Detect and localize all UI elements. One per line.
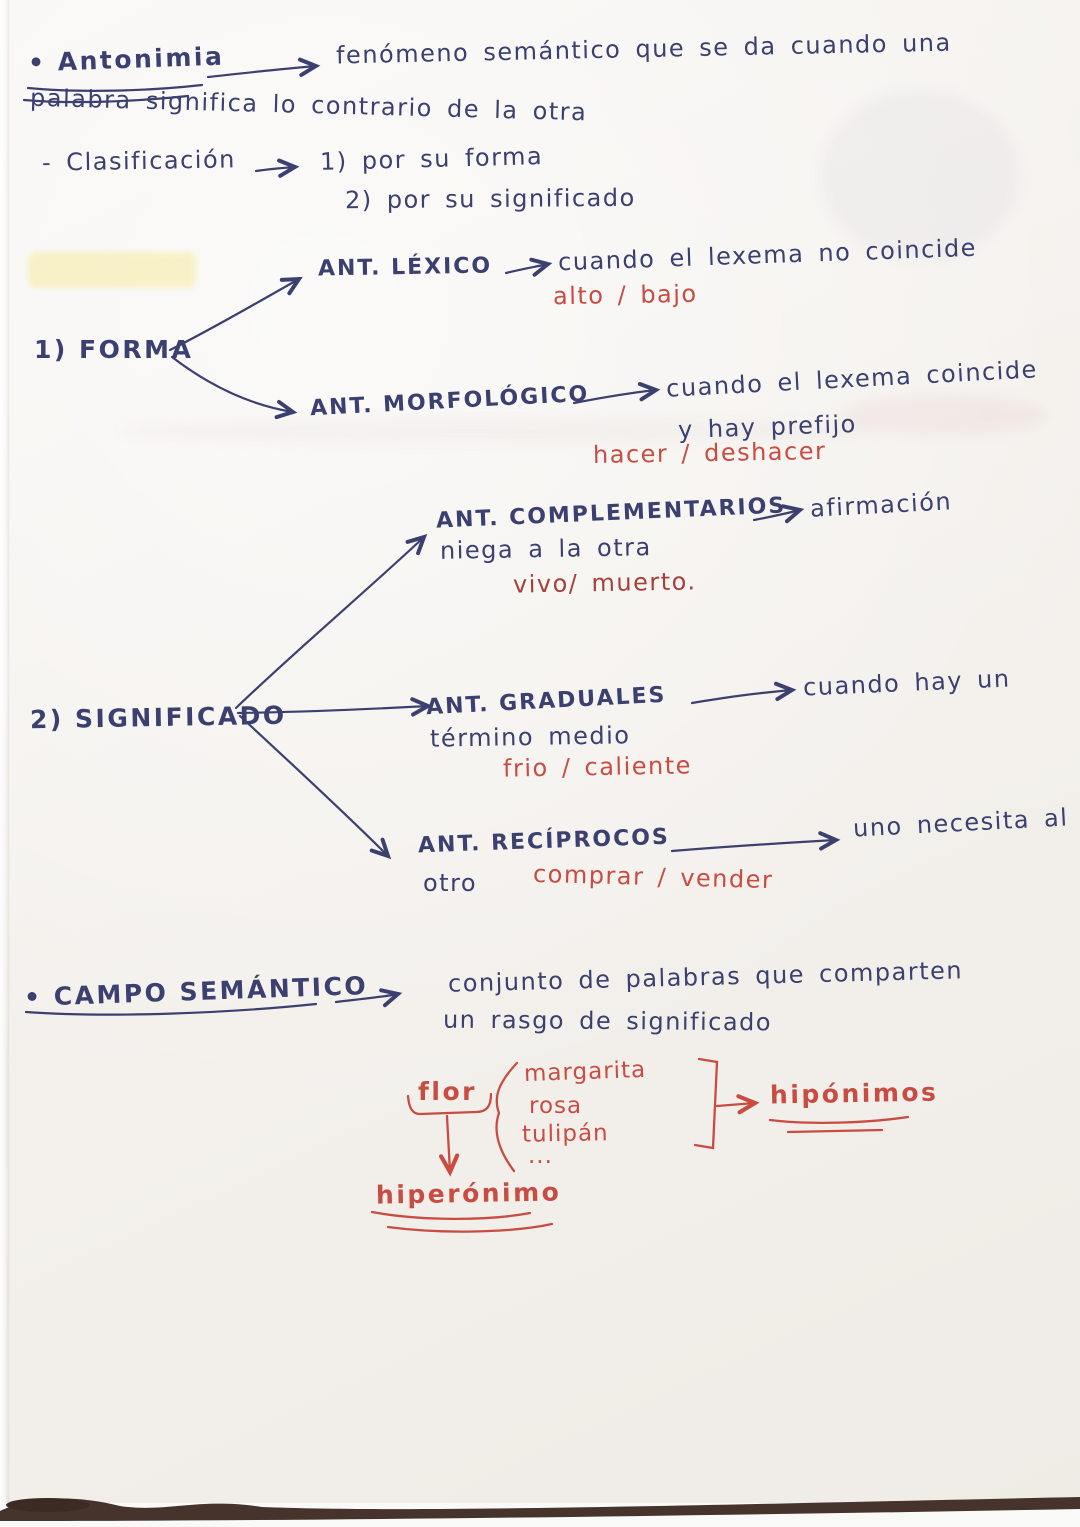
graduales-desc-line2: término medio <box>429 721 631 753</box>
bullet-dot: • <box>27 47 48 78</box>
forma-label: 1) FORMA <box>34 335 194 364</box>
campo-semantico-term-label: CAMPO SEMÁNTICO <box>53 971 369 1011</box>
graduales-example: frio / caliente <box>502 751 693 783</box>
lexico-example: alto / bajo <box>552 279 698 311</box>
morfologico-desc-line1: cuando el lexema coincide <box>665 355 1039 403</box>
paper-edge-blob <box>6 1498 90 1512</box>
campo-definition-line1: conjunto de palabras que comparten <box>447 956 964 998</box>
hyponym-item: ... <box>528 1143 553 1169</box>
reciprocos-desc-line1: uno necesita al <box>852 803 1070 843</box>
morfologico-title: ANT. MORFOLÓGICO <box>309 381 590 422</box>
hyponyms-label: hipónimos <box>769 1077 939 1110</box>
hypernym-label: hiperónimo <box>375 1177 562 1210</box>
hyponym-item: tulipán <box>521 1120 609 1148</box>
antonimia-definition-line1: fenómeno semántico que se da cuando una <box>335 28 952 70</box>
graduales-desc-line1: cuando hay un <box>802 664 1012 702</box>
complementarios-desc-line1: afirmación <box>809 487 953 523</box>
reciprocos-example: comprar / vender <box>532 859 774 895</box>
lexico-desc: cuando el lexema no coincide <box>557 233 978 277</box>
paper-edge-line <box>0 1497 1080 1521</box>
complementarios-desc-line2: niega a la otra <box>439 533 652 565</box>
complementarios-example: vivo/ muerto. <box>512 567 697 599</box>
clasificacion-item2: 2) por su significado <box>344 183 636 215</box>
clasificacion-item1: 1) por su forma <box>319 142 544 176</box>
antonimia-definition-line2: palabra significa lo contrario de la otra <box>29 83 588 127</box>
lexico-title: ANT. LÉXICO <box>317 253 493 282</box>
complementarios-title: ANT. COMPLEMENTARIOS <box>435 493 787 534</box>
clasificacion-label: - Clasificación <box>41 145 237 177</box>
hyponym-item: margarita <box>523 1056 647 1088</box>
reciprocos-desc-line2: otro <box>423 869 478 897</box>
morfologico-desc-line2: y hay prefijo <box>677 409 858 445</box>
significado-label: 2) SIGNIFICADO <box>29 700 287 735</box>
bullet-dot: • <box>23 982 44 1012</box>
hypernym-word: flor <box>418 1077 477 1106</box>
morfologico-example: hacer / deshacer <box>592 436 827 470</box>
graduales-title: ANT. GRADUALES <box>425 682 667 721</box>
antonimia-term-label: Antonimia <box>57 41 225 77</box>
campo-definition-line2: un rasgo de significado <box>442 1005 773 1037</box>
hyponym-item: rosa <box>529 1093 583 1119</box>
reciprocos-title: ANT. RECÍPROCOS <box>417 824 671 859</box>
